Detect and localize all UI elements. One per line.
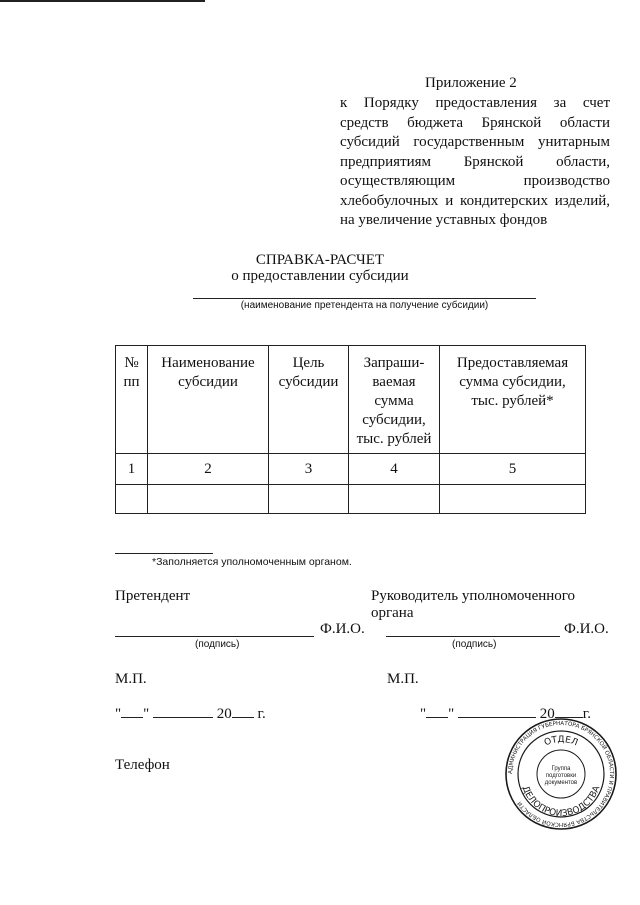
header-line: Цель (292, 355, 325, 371)
stamp-center-line: Группа (551, 766, 571, 772)
header-line: Запраши- (363, 355, 425, 371)
applicant-name-caption: (наименование претендента на получение субсидии) (240, 300, 489, 311)
year-suffix: г. (257, 706, 266, 722)
header-cell-subsidy-name (148, 346, 269, 454)
stamp-center-line: документов (544, 780, 578, 786)
top-rule (0, 0, 205, 2)
quote-close: " (448, 706, 455, 722)
header-line: ваемая (372, 374, 416, 390)
authority-fio-label: Ф.И.О. (564, 621, 609, 637)
day-blank[interactable] (121, 705, 143, 718)
subsidy-table (115, 345, 586, 514)
quote-open: " (420, 706, 427, 722)
year-blank[interactable] (232, 705, 254, 718)
applicant-fio-label: Ф.И.О. (320, 621, 365, 637)
header-line: тыс. рублей* (471, 393, 554, 409)
header-cell-number (116, 346, 148, 454)
month-blank[interactable] (458, 705, 536, 718)
header-line: пп (123, 374, 140, 390)
quote-open: " (115, 706, 122, 722)
table-header-row (116, 346, 586, 454)
column-number: 5 (440, 454, 586, 485)
applicant-seal-label: М.П. (115, 671, 147, 687)
header-cell-purpose (269, 346, 349, 454)
table-cell[interactable] (269, 485, 349, 514)
applicant-label: Претендент (115, 588, 191, 604)
office-stamp (505, 718, 617, 830)
header-cell-granted-amount (440, 346, 586, 454)
document-subtitle: о предоставлении субсидии (231, 268, 409, 284)
column-number: 2 (148, 454, 269, 485)
stamp-center-line: подготовки (545, 773, 577, 779)
header-line: субсидии, (362, 412, 426, 428)
applicant-name-line (193, 298, 536, 299)
table-cell[interactable] (440, 485, 586, 514)
table-cell[interactable] (148, 485, 269, 514)
footnote: *Заполняется уполномоченным органом. (152, 556, 352, 568)
document-title: СПРАВКА-РАСЧЕТ (255, 252, 385, 268)
year-suffix: г. (582, 706, 591, 722)
month-blank[interactable] (153, 705, 213, 718)
day-blank[interactable] (426, 705, 448, 718)
column-number: 4 (349, 454, 440, 485)
table-cell[interactable] (116, 485, 148, 514)
header-line: сумма (374, 393, 414, 409)
authority-head-label: Руководитель уполномоченного (371, 588, 576, 604)
authority-seal-label: М.П. (387, 671, 419, 687)
header-line: Предоставляемая (456, 355, 569, 371)
authority-signature-caption: (подпись) (452, 639, 497, 650)
column-number: 1 (116, 454, 148, 485)
header-line: Наименование (161, 355, 255, 371)
header-cell-requested-amount (349, 346, 440, 454)
stamp-ring-text: АДМИНИСТРАЦИЯ ГУБЕРНАТОРА БРЯНСКОЙ ОБЛАСТИ И ПРАВИТЕЛЬСТВА БРЯНСКОЙ ОБЛАСТИ (507, 720, 615, 828)
column-number: 3 (269, 454, 349, 485)
quote-close: " (143, 706, 150, 722)
stamp-arc-bottom: ДЕЛОПРОИЗВОДСТВА (519, 784, 603, 820)
header-line: субсидии (278, 374, 339, 390)
phone-label: Телефон (115, 757, 170, 773)
applicant-date (115, 705, 266, 723)
header-line: субсидии (178, 374, 238, 390)
applicant-signature-line[interactable] (115, 636, 314, 637)
stamp-arc-top: ОТДЕЛ (542, 735, 580, 749)
applicant-signature-caption: (подпись) (195, 639, 240, 650)
authority-signature-line[interactable] (386, 636, 560, 637)
table-number-row (116, 454, 586, 485)
appendix-text: к Порядку предоставления за счет средств бюджета Брянской области субсидий государственным унитарным предприятиям Брянской области, осуществляющим производство хлебобулочных и кондитерских изделий, на увеличение уставных фондов (340, 95, 610, 228)
table-row (116, 485, 586, 514)
year-prefix: 20 (539, 706, 555, 722)
header-line: сумма субсидии, (459, 374, 566, 390)
header-line: № (124, 355, 139, 371)
year-blank[interactable] (555, 705, 583, 718)
authority-head-label-line2: органа (371, 605, 414, 621)
year-prefix: 20 (216, 706, 232, 722)
table-cell[interactable] (349, 485, 440, 514)
appendix-title: Приложение 2 (425, 75, 517, 91)
header-line: тыс. рублей (356, 431, 432, 447)
footnote-rule (115, 553, 213, 554)
